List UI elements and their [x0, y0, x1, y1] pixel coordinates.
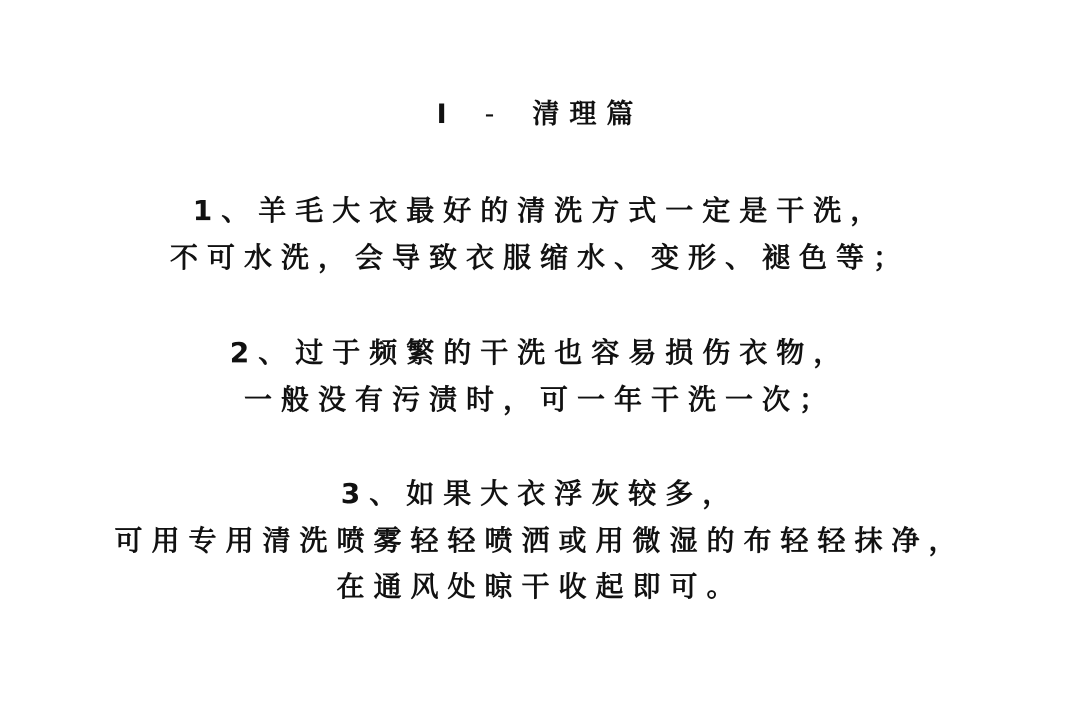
paragraph-3-line-1: 3、如果大衣浮灰较多，	[340, 477, 740, 510]
paragraph-3-line-3: 在通风处晾干收起即可。	[336, 570, 744, 603]
paragraph-3-line-2: 可用专用清洗喷雾轻轻喷洒或用微湿的布轻轻抹净，	[114, 524, 966, 557]
paragraph-2-line-1: 2、过于频繁的干洗也容易损伤衣物，	[229, 336, 851, 369]
paragraph-2-line-2: 一般没有污渍时，可一年干洗一次；	[243, 383, 836, 416]
paragraph-1-line-1: 1、羊毛大衣最好的清洗方式一定是干洗，	[192, 194, 888, 227]
section-title: 清理篇	[532, 99, 644, 130]
paragraph-1-line-2: 不可水洗，会导致衣服缩水、变形、褪色等；	[169, 241, 910, 274]
section-dash: -	[484, 99, 505, 130]
section-number: I	[436, 99, 457, 130]
section-heading	[0, 97, 1080, 133]
